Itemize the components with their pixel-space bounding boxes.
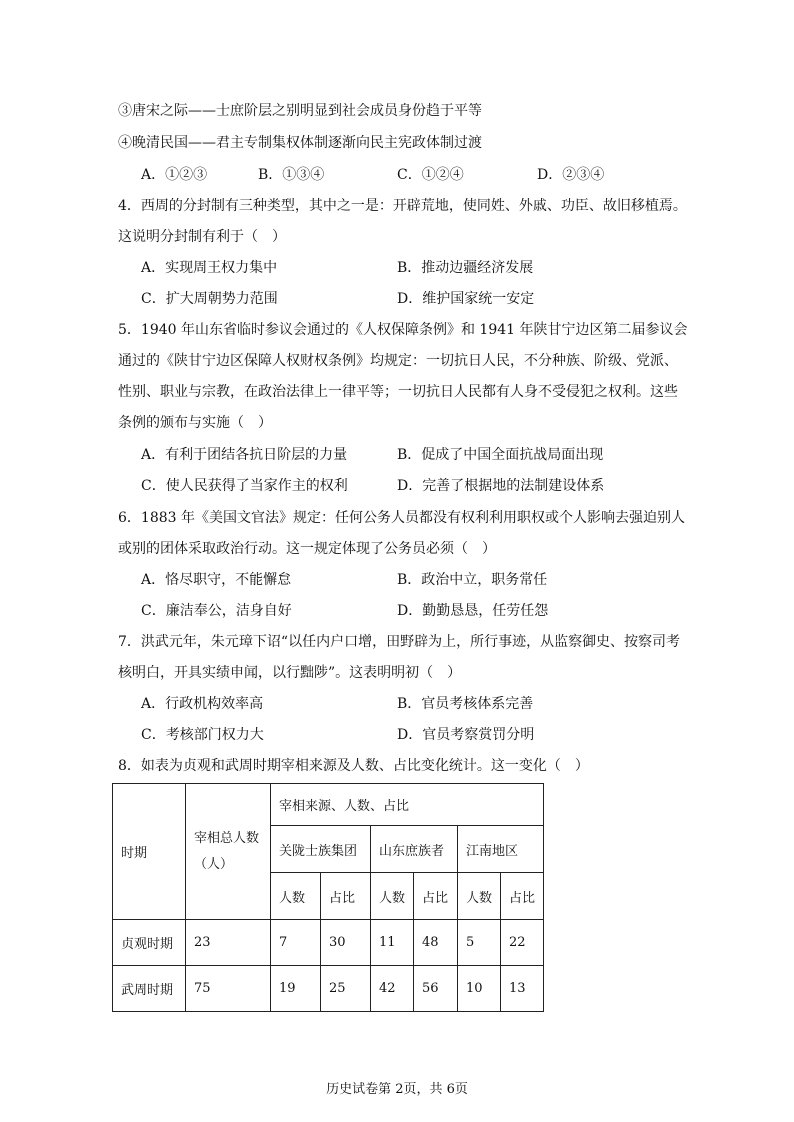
table-cell-period: 贞观时期 [113, 920, 186, 966]
q5-option-b: B．促成了中国全面抗战局面出现 [397, 447, 604, 463]
table-cell: 11 [371, 920, 414, 966]
page-footer: 历史试卷第 2页，共 6页 [326, 1082, 468, 1097]
q3-option-b: B．①③④ [258, 167, 325, 183]
q5-option-a: A．有利于团结各抗日阶层的力量 [141, 447, 348, 463]
table-subheader-count: 人数 [271, 873, 321, 920]
table-subheader-ratio: 占比 [321, 873, 371, 920]
table-cell-total: 23 [186, 920, 271, 966]
q6-option-a: A．恪尽职守，不能懈怠 [141, 572, 292, 588]
table-subheader-ratio: 占比 [501, 873, 544, 920]
table-header-jiangnan: 江南地区 [458, 826, 544, 873]
table-row [113, 966, 544, 1012]
table-cell: 19 [271, 966, 321, 1012]
q5-stem-line-2: 通过的《陕甘宁边区保障人权财权条例》均规定：一切抗日人民，不分种族、阶级、党派、 [118, 353, 678, 369]
q3-option-a: A．①②③ [141, 167, 208, 183]
q5-option-c: C．使人民获得了当家作主的权利 [141, 478, 348, 494]
table-cell: 42 [371, 966, 414, 1012]
q4-stem-line-2: 这说明分封制有利于（ ） [118, 229, 286, 245]
q4-option-a: A．实现周王权力集中 [141, 260, 278, 276]
table-cell: 48 [414, 920, 458, 966]
q8-stem: 8．如表为贞观和武周时期宰相来源及人数、占比变化统计。这一变化（ ） [118, 758, 589, 774]
table-header-group: 宰相来源、人数、占比 [271, 784, 544, 826]
table-header-total: 宰相总人数（人） [186, 784, 271, 920]
q5-stem-line-1: 5．1940 年山东省临时参议会通过的《人权保障条例》和 1941 年陕甘宁边区第二届参议会 [118, 322, 688, 338]
table-cell-period: 武周时期 [113, 966, 186, 1012]
table-subheader-count: 人数 [371, 873, 414, 920]
q5-option-d: D．完善了根据地的法制建设体系 [397, 478, 605, 494]
q5-stem-line-3: 性别、职业与宗教，在政治法律上一律平等；一切抗日人民都有人身不受侵犯之权利。这些 [118, 384, 678, 400]
q7-stem-line-1: 7．洪武元年，朱元璋下诏“以任内户口增，田野辟为上，所行事迹，从监察御史、按察司考 [118, 634, 681, 650]
q4-stem-line-1: 4．西周的分封制有三种类型，其中之一是：开辟荒地，使同姓、外戚、功臣、故旧移植焉。 [118, 198, 687, 214]
q3-item-4: ④晚清民国——君主专制集权体制逐渐向民主宪政体制过渡 [118, 135, 482, 151]
q6-option-b: B．政治中立，职务常任 [397, 572, 548, 588]
q6-option-c: C．廉洁奉公，洁身自好 [141, 603, 292, 619]
table-header-guanlong: 关陇士族集团 [271, 826, 371, 873]
table-cell: 56 [414, 966, 458, 1012]
table-cell: 7 [271, 920, 321, 966]
q6-option-d: D．勤勤恳恳，任劳任怨 [397, 603, 549, 619]
q3-option-d: D．②③④ [537, 167, 605, 183]
q4-option-b: B．推动边疆经济发展 [397, 260, 534, 276]
q6-stem-line-2: 或别的团体采取政治行动。这一规定体现了公务员必须（ ） [118, 541, 496, 557]
q4-option-c: C．扩大周朝势力范围 [141, 291, 278, 307]
table-row [113, 920, 544, 966]
table-cell: 5 [458, 920, 501, 966]
table-cell: 13 [501, 966, 544, 1012]
table-cell: 22 [501, 920, 544, 966]
table-subheader-count: 人数 [458, 873, 501, 920]
q7-option-d: D．官员考察赏罚分明 [397, 727, 535, 743]
table-cell: 30 [321, 920, 371, 966]
q8-table [112, 783, 544, 1012]
q6-stem-line-1: 6．1883 年《美国文官法》规定：任何公务人员都没有权利利用职权或个人影响去强迫别人 [118, 510, 685, 526]
q7-stem-line-2: 核明白，开具实绩申闻，以行黜陟”。这表明明初（ ） [118, 665, 462, 681]
table-header-shandong: 山东庶族者 [371, 826, 458, 873]
q7-option-b: B．官员考核体系完善 [397, 696, 534, 712]
table-cell: 25 [321, 966, 371, 1012]
q3-option-c: C．①②④ [397, 167, 464, 183]
q5-stem-line-4: 条例的颁布与实施（ ） [118, 415, 272, 431]
q7-option-a: A．行政机构效率高 [141, 696, 264, 712]
table-cell: 10 [458, 966, 501, 1012]
q4-option-d: D．维护国家统一安定 [397, 291, 535, 307]
table-subheader-ratio: 占比 [414, 873, 458, 920]
table-cell-total: 75 [186, 966, 271, 1012]
table-header-period: 时期 [113, 784, 186, 920]
q7-option-c: C．考核部门权力大 [141, 727, 264, 743]
q3-item-3: ③唐宋之际——士庶阶层之别明显到社会成员身份趋于平等 [118, 103, 482, 119]
